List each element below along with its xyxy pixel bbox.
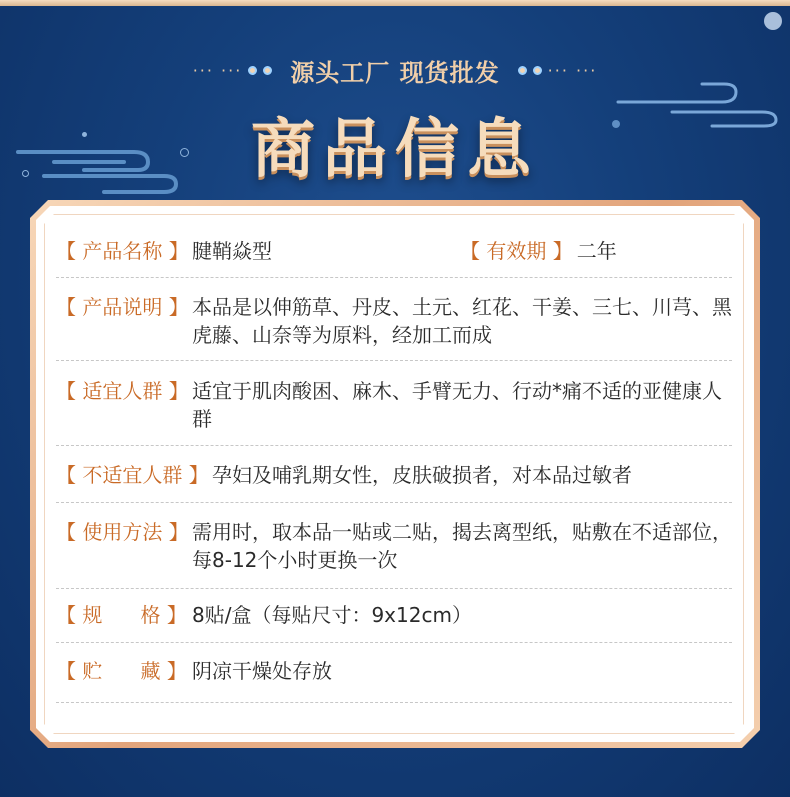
detail-value: 本品是以伸筋草、丹皮、土元、红花、干姜、三七、川芎、黑虎藤、山奈等为原料，经加工而成 bbox=[192, 295, 732, 347]
detail-label: 【 产品说明 】 bbox=[56, 295, 189, 319]
detail-value: 适宜于肌肉酸困、麻木、手臂无力、行动*痛不适的亚健康人群 bbox=[192, 379, 722, 431]
tagline bbox=[0, 52, 790, 88]
detail-value: 二年 bbox=[576, 239, 617, 263]
detail-row-storage bbox=[56, 657, 732, 685]
ornament-right: ··· ··· bbox=[518, 61, 598, 80]
detail-label: 【 使用方法 】 bbox=[56, 520, 189, 544]
bubble-decoration bbox=[764, 12, 782, 30]
detail-row-spec bbox=[56, 601, 732, 629]
detail-value: 腱鞘焱型 bbox=[192, 239, 272, 263]
row-divider bbox=[56, 588, 732, 589]
row-divider bbox=[56, 642, 732, 643]
detail-value: 8贴/盒（每贴尺寸：9x12cm） bbox=[192, 603, 472, 627]
row-divider bbox=[56, 277, 732, 278]
detail-row-description bbox=[56, 293, 732, 347]
tagline-text: 源头工厂 现货批发 bbox=[290, 58, 500, 87]
detail-row-suitable bbox=[56, 377, 732, 431]
row-divider bbox=[56, 502, 732, 503]
detail-label: 【 贮 藏 】 bbox=[56, 659, 187, 683]
detail-label: 【 有效期 】 bbox=[460, 239, 573, 263]
ornament-left: ··· ··· bbox=[193, 61, 273, 80]
detail-row-name bbox=[56, 237, 732, 265]
detail-value: 阴凉干燥处存放 bbox=[192, 659, 332, 683]
page-title: 商品信息 bbox=[251, 112, 539, 187]
detail-label: 【 不适宜人群 】 bbox=[56, 463, 209, 487]
detail-label: 【 适宜人群 】 bbox=[56, 379, 189, 403]
detail-label: 【 产品名称 】 bbox=[56, 239, 189, 263]
top-rim bbox=[0, 0, 790, 6]
detail-row-unsuitable bbox=[56, 461, 732, 489]
row-divider bbox=[56, 360, 732, 361]
row-divider bbox=[56, 702, 732, 703]
detail-row-usage bbox=[56, 518, 732, 572]
validity bbox=[460, 237, 617, 265]
detail-label: 【 规 格 】 bbox=[56, 603, 187, 627]
detail-value: 需用时，取本品一贴或二贴，揭去离型纸，贴敷在不适部位，每8-12个小时更换一次 bbox=[192, 520, 732, 572]
detail-value: 孕妇及哺乳期女性，皮肤破损者，对本品过敏者 bbox=[212, 463, 632, 487]
row-divider bbox=[56, 445, 732, 446]
